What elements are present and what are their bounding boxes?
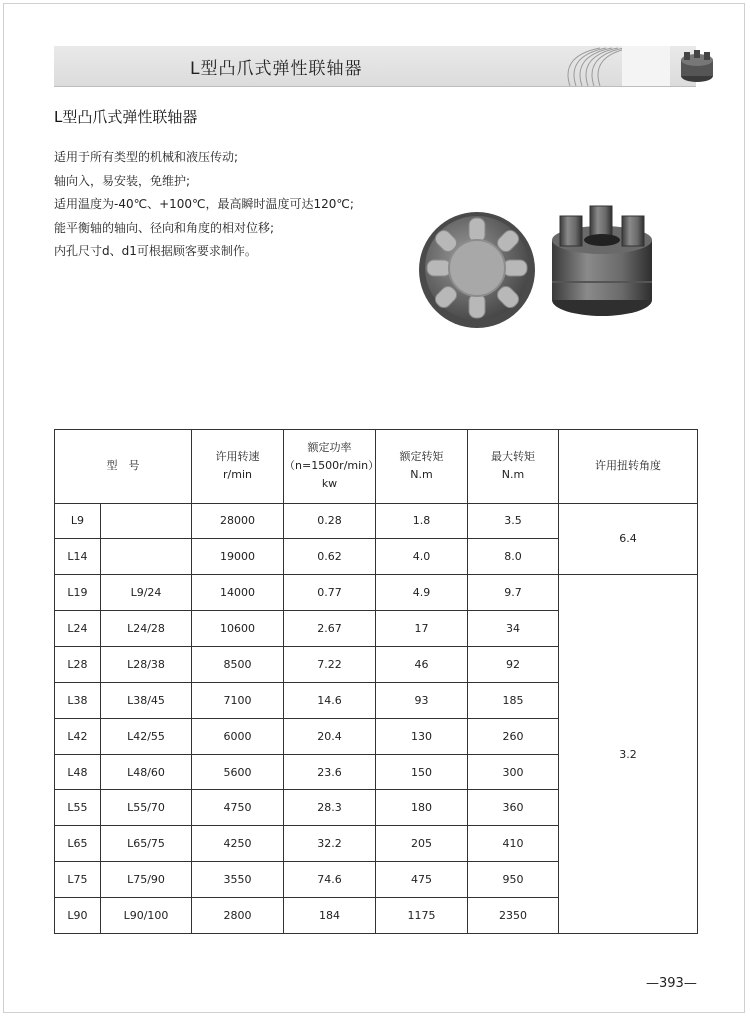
cell-power: 32.2 <box>284 826 376 862</box>
table-header-row <box>55 430 698 504</box>
header-speed-label: 许用转速 <box>215 450 260 464</box>
cell-torque: 93 <box>376 682 468 718</box>
cell-max-torque: 92 <box>468 647 559 683</box>
header-power-unit: kw <box>321 477 338 491</box>
cell-speed: 5600 <box>192 754 284 790</box>
header-power-condition: （n=1500r/min） <box>284 459 380 473</box>
cell-model: L9 <box>55 503 101 539</box>
cell-speed: 14000 <box>192 575 284 611</box>
description-line: 内孔尺寸d、d1可根据顾客要求制作。 <box>54 244 257 258</box>
cell-speed: 4250 <box>192 826 284 862</box>
cell-torque: 205 <box>376 826 468 862</box>
section-title: L型凸爪式弹性联轴器 <box>54 108 198 126</box>
coupling-thumbnail-icon <box>668 48 726 84</box>
cell-speed: 2800 <box>192 898 284 934</box>
header-speed <box>192 430 284 504</box>
cell-torque: 4.0 <box>376 539 468 575</box>
cell-model: L90 <box>55 898 101 934</box>
header-max-torque <box>468 430 559 504</box>
header-torque <box>376 430 468 504</box>
cell-torque: 180 <box>376 790 468 826</box>
header-speed-unit: r/min <box>223 468 252 482</box>
cell-torque: 150 <box>376 754 468 790</box>
cell-max-torque: 9.7 <box>468 575 559 611</box>
cell-power: 0.77 <box>284 575 376 611</box>
cell-model: L28 <box>55 647 101 683</box>
cell-power: 0.28 <box>284 503 376 539</box>
banner-title: L型凸爪式弹性联轴器 <box>190 59 363 79</box>
cell-power: 0.62 <box>284 539 376 575</box>
cell-power: 14.6 <box>284 682 376 718</box>
cell-power: 74.6 <box>284 862 376 898</box>
cell-max-torque: 2350 <box>468 898 559 934</box>
header-max-torque-label: 最大转矩 <box>491 450 535 464</box>
cell-power: 7.22 <box>284 647 376 683</box>
cell-model: L42 <box>55 718 101 754</box>
banner-decoration <box>540 46 670 86</box>
cell-speed: 10600 <box>192 611 284 647</box>
cell-alt-model: L65/75 <box>101 826 192 862</box>
cell-alt-model: L28/38 <box>101 647 192 683</box>
header-power <box>284 430 380 504</box>
cell-alt-model: L9/24 <box>101 575 192 611</box>
cell-alt-model: L24/28 <box>101 611 192 647</box>
cell-max-torque: 360 <box>468 790 559 826</box>
spec-table <box>54 429 698 934</box>
header-model: 型 号 <box>55 430 192 504</box>
description-line: 轴向入，易安装，免维护; <box>54 173 191 188</box>
cell-torque: 17 <box>376 611 468 647</box>
description-line: 适用温度为-40℃、+100℃，最高瞬时温度可达120℃; <box>54 197 354 211</box>
description-line: 适用于所有类型的机械和液压传动; <box>54 150 239 164</box>
cell-max-torque: 260 <box>468 718 559 754</box>
cell-alt-model <box>101 539 192 575</box>
cell-alt-model: L48/60 <box>101 754 192 790</box>
cell-max-torque: 410 <box>468 826 559 862</box>
cell-power: 20.4 <box>284 718 376 754</box>
cell-torque: 46 <box>376 647 468 683</box>
table-row <box>55 575 698 611</box>
header-max-torque-unit: N.m <box>501 468 525 482</box>
cell-model: L24 <box>55 611 101 647</box>
cell-alt-model: L42/55 <box>101 718 192 754</box>
cell-torque: 130 <box>376 718 468 754</box>
cell-max-torque: 8.0 <box>468 539 559 575</box>
cell-model: L65 <box>55 826 101 862</box>
cell-alt-model: L55/70 <box>101 790 192 826</box>
cell-speed: 7100 <box>192 682 284 718</box>
cell-torque: 475 <box>376 862 468 898</box>
cell-power: 2.67 <box>284 611 376 647</box>
cell-max-torque: 950 <box>468 862 559 898</box>
cell-torque: 4.9 <box>376 575 468 611</box>
cell-torque: 1.8 <box>376 503 468 539</box>
cell-speed: 28000 <box>192 503 284 539</box>
header-angle: 许用扭转角度 <box>559 430 698 504</box>
title-banner <box>54 46 696 87</box>
cell-max-torque: 34 <box>468 611 559 647</box>
jaw-coupling-photo <box>414 200 664 335</box>
cell-speed: 3550 <box>192 862 284 898</box>
cell-torque: 1175 <box>376 898 468 934</box>
table-row <box>55 503 698 539</box>
cell-speed: 4750 <box>192 790 284 826</box>
cell-angle-group: 6.4 <box>559 503 698 575</box>
cell-power: 28.3 <box>284 790 376 826</box>
cell-speed: 8500 <box>192 647 284 683</box>
cell-model: L14 <box>55 539 101 575</box>
header-torque-unit: N.m <box>410 468 433 482</box>
cell-alt-model: L90/100 <box>101 898 192 934</box>
cell-model: L19 <box>55 575 101 611</box>
cell-alt-model: L75/90 <box>101 862 192 898</box>
cell-alt-model: L38/45 <box>101 682 192 718</box>
page-number: —393— <box>646 976 697 991</box>
cell-alt-model <box>101 503 192 539</box>
description-line: 能平衡轴的轴向、径向和角度的相对位移; <box>54 220 275 235</box>
cell-power: 184 <box>284 898 376 934</box>
cell-power: 23.6 <box>284 754 376 790</box>
cell-speed: 19000 <box>192 539 284 575</box>
description-list <box>54 146 354 264</box>
cell-model: L75 <box>55 862 101 898</box>
cell-speed: 6000 <box>192 718 284 754</box>
header-power-label: 额定功率 <box>307 441 352 455</box>
cell-max-torque: 185 <box>468 682 559 718</box>
cell-model: L48 <box>55 754 101 790</box>
cell-model: L38 <box>55 682 101 718</box>
cell-model: L55 <box>55 790 101 826</box>
cell-angle-group: 3.2 <box>559 575 698 934</box>
cell-max-torque: 3.5 <box>468 503 559 539</box>
header-torque-label: 额定转矩 <box>399 450 444 464</box>
cell-max-torque: 300 <box>468 754 559 790</box>
